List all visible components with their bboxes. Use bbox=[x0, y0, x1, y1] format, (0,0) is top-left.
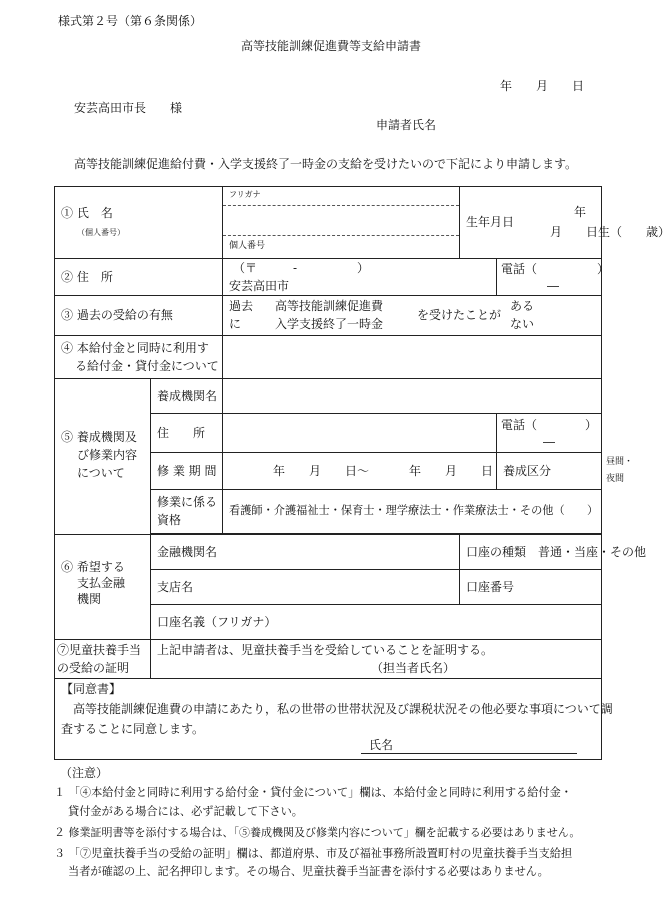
period-from: 年 月 日～ bbox=[273, 464, 370, 479]
page-title: 高等技能訓練促進費等支給申請書 bbox=[241, 39, 422, 53]
training-label-line1: ⑤ 養成機関及 bbox=[61, 430, 137, 444]
zip-field: （〒 - ） bbox=[233, 261, 370, 276]
combined-label-cell bbox=[55, 335, 223, 378]
category-night[interactable]: 夜間 bbox=[606, 474, 625, 485]
institution-address-label-cell bbox=[151, 414, 223, 453]
category-label-cell bbox=[497, 453, 602, 490]
date-line: 年 月 日 bbox=[500, 79, 585, 93]
account-type-label: 口座の種類 普通・当座・その他 bbox=[466, 544, 647, 559]
note-3b: 当者が確認の上、記名押印します。その場合、児童扶養手当証書を添付する必要はありません。 bbox=[68, 865, 549, 878]
tel-dash: ― bbox=[547, 279, 559, 294]
past-label: ③ 過去の受給の有無 bbox=[61, 308, 173, 323]
training-label-line3: について bbox=[77, 466, 125, 480]
birth-year: 年 bbox=[574, 205, 587, 219]
birth-rest: 月 日生（ 歳） bbox=[550, 225, 670, 239]
furigana-label: フリガナ bbox=[229, 190, 261, 199]
consent-signature-line[interactable] bbox=[361, 753, 577, 754]
note-1a: １ 「④本給付金と同時に利用する給付金・貸付金について」欄は、本給付金と同時に利用する給付金・ bbox=[54, 786, 572, 799]
name-label-cell bbox=[55, 187, 223, 259]
past-label-cell bbox=[55, 296, 223, 335]
consent-cell bbox=[55, 679, 613, 760]
training-label-line2: び修業内容 bbox=[77, 448, 138, 462]
institution-address-input[interactable] bbox=[223, 414, 497, 453]
bank-label-line1: ⑥ 希望する bbox=[61, 559, 125, 574]
note-3a: ３ 「⑦児童扶養手当の受給の証明」欄は、都道府県、市及び福祉事務所設置町村の児童扶養手当支給担 bbox=[54, 847, 573, 860]
bank-label-cell bbox=[55, 534, 151, 639]
branch-label: 支店名 bbox=[157, 579, 194, 594]
qualification-label-line2: 資格 bbox=[157, 513, 182, 528]
consent-text-line1: 高等技能訓練促進費の申請にあたり，私の世帯の世帯状況及び課税状況その他必要な事項について調 bbox=[73, 702, 613, 717]
child-support-label-line1: ⑦児童扶養手当 bbox=[57, 643, 142, 658]
form-number: 様式第２号（第６条関係） bbox=[58, 14, 203, 28]
past-left2: に bbox=[229, 317, 242, 332]
consent-text-line2: 査することに同意します。 bbox=[61, 722, 205, 737]
qualification-options-cell[interactable] bbox=[223, 490, 602, 533]
period-label: 修 業 期 間 bbox=[157, 464, 217, 479]
addressee: 安芸高田市長 様 bbox=[74, 101, 183, 115]
city-text: 安芸高田市 bbox=[229, 279, 290, 294]
birthdate-label: 生年月日 bbox=[466, 215, 515, 229]
past-mid: を受けたことが bbox=[417, 308, 502, 323]
consent-name-label: 氏名 bbox=[369, 738, 394, 753]
past-item2[interactable]: 入学支援終了一時金 bbox=[275, 317, 384, 332]
note-1b: 貸付金がある場合には、必ず記載して下さい。 bbox=[68, 805, 303, 818]
past-option-no[interactable]: ない bbox=[510, 317, 535, 332]
bank-name-label: 金融機関名 bbox=[157, 544, 218, 559]
bank-label-line3: 機関 bbox=[77, 591, 102, 606]
kojin-sub-label: （個人番号） bbox=[77, 228, 125, 237]
account-number-cell[interactable] bbox=[460, 569, 602, 604]
account-holder-label: 口座名義（フリガナ） bbox=[157, 615, 277, 630]
combined-label-line2: る給付金・貸付金について bbox=[75, 358, 219, 373]
institution-tel-cell[interactable] bbox=[497, 414, 602, 453]
consent-title: 【同意書】 bbox=[61, 682, 122, 697]
combined-label-line1: ④ 本給付金と同時に利用す bbox=[61, 340, 209, 355]
institution-name-input[interactable] bbox=[223, 379, 602, 414]
training-label-cell bbox=[55, 379, 151, 535]
intro-text: 高等技能訓練促進給付費・入学支援終了一時金の支給を受けたいので下記により申請します。 bbox=[74, 157, 578, 171]
category-day[interactable]: 昼間・ bbox=[606, 457, 634, 468]
past-input-cell[interactable] bbox=[223, 296, 602, 335]
name-label: ① 氏 名 bbox=[61, 206, 113, 220]
account-number-label: 口座番号 bbox=[466, 579, 515, 594]
tel-label: 電話（ ） bbox=[501, 262, 610, 277]
category-label: 養成区分 bbox=[503, 464, 552, 479]
bank-label-line2: 支払金融 bbox=[77, 575, 126, 590]
qualification-label-line1: 修業に係る bbox=[157, 495, 218, 510]
address-label: ② 住 所 bbox=[61, 270, 113, 285]
past-left1: 過去 bbox=[229, 299, 254, 314]
institution-tel-dash: ― bbox=[543, 435, 555, 450]
bank-name-cell[interactable] bbox=[151, 534, 460, 569]
child-support-label-cell bbox=[55, 640, 151, 679]
child-support-cert-cell[interactable] bbox=[151, 640, 602, 679]
applicant-name-label: 申請者氏名 bbox=[376, 118, 437, 132]
institution-address-label: 住 所 bbox=[157, 426, 206, 441]
child-support-officer: （担当者氏名） bbox=[371, 661, 456, 676]
past-option-yes[interactable]: ある bbox=[510, 299, 535, 314]
application-form-table bbox=[54, 186, 670, 760]
period-label-cell bbox=[151, 453, 223, 490]
birthdate-cell[interactable] bbox=[460, 187, 670, 259]
qualification-label-cell bbox=[151, 490, 223, 533]
notes-heading: （注意） bbox=[60, 766, 109, 780]
period-input-cell[interactable] bbox=[223, 453, 497, 490]
qualification-list: 看護師・介護福祉士・保育士・理学療法士・作業療法士・その他（ ） bbox=[229, 504, 599, 518]
address-label-cell bbox=[55, 259, 223, 296]
institution-tel-label: 電話（ ） bbox=[501, 418, 598, 433]
address-tel-cell[interactable] bbox=[497, 259, 610, 296]
combined-input-cell[interactable] bbox=[223, 335, 602, 378]
note-2: ２ 修業証明書等を添付する場合は、「⑤養成機関及び修業内容について」欄を記載する必要はありません。 bbox=[54, 826, 581, 839]
period-to: 年 月 日 bbox=[409, 464, 494, 479]
branch-cell[interactable] bbox=[151, 569, 460, 604]
past-item1[interactable]: 高等技能訓練促進費 bbox=[275, 299, 384, 314]
address-input-cell[interactable] bbox=[223, 259, 497, 296]
account-holder-cell[interactable] bbox=[151, 605, 602, 640]
account-type-cell[interactable] bbox=[460, 534, 647, 569]
child-support-cert-text: 上記申請者は、児童扶養手当を受給していることを証明する。 bbox=[157, 643, 494, 658]
child-support-label-line2: の受給の証明 bbox=[57, 661, 130, 676]
institution-name-label-cell bbox=[151, 379, 223, 414]
institution-name-label: 養成機関名 bbox=[157, 389, 218, 403]
kojin-bangou-label: 個人番号 bbox=[229, 241, 266, 251]
name-input-cell[interactable] bbox=[223, 187, 460, 259]
